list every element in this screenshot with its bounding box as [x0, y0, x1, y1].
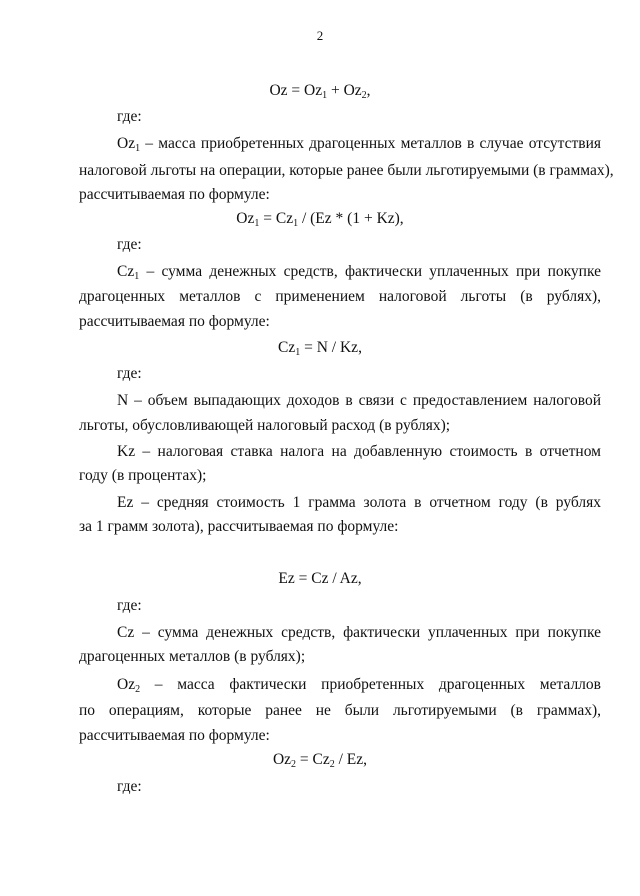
text: – масса фактически приобретенных драгоценных металлов [140, 676, 601, 693]
paragraph-line: драгоценных металлов (в рублях); [79, 648, 306, 665]
subscript: 1 [293, 218, 299, 229]
text: – сумма денежных средств, фактически уплаченных при покупке [139, 263, 601, 280]
paragraph-line: за 1 грамм золота), рассчитываемая по формуле: [79, 518, 399, 535]
paragraph-line: Ez – средняя стоимость 1 грамма золота в отчетном году (в рублях [117, 494, 601, 511]
formula-text: Cz [278, 339, 296, 356]
paragraph-line: налоговой льготы на операции, которые ранее были льготируемыми (в граммах), [79, 162, 614, 179]
subscript: 2 [329, 759, 335, 770]
subscript: 1 [295, 347, 301, 358]
formula-oz1 [0, 210, 640, 228]
formula-text: Oz [236, 210, 255, 227]
where-label: где: [117, 365, 142, 382]
formula-text: = Cz [259, 210, 294, 227]
text: Oz [117, 676, 136, 693]
formula-cz1 [0, 339, 640, 357]
subscript: 1 [134, 271, 140, 282]
paragraph-line: по операциям, которые ранее не были льготируемыми (в граммах), [79, 702, 601, 719]
subscript: 1 [135, 143, 141, 154]
formula-text: = N / Kz, [300, 339, 362, 356]
paragraph-line: драгоценных металлов с применением налоговой льготы (в рублях), [79, 288, 601, 305]
where-label: где: [117, 597, 142, 614]
formula-text: , [366, 82, 371, 99]
paragraph-line [117, 263, 601, 281]
subscript: 1 [254, 218, 260, 229]
where-label: где: [117, 236, 142, 253]
paragraph-line: рассчитываемая по формуле: [79, 313, 270, 330]
paragraph-line: году (в процентах); [79, 467, 207, 484]
formula-text: + Oz [327, 82, 362, 99]
formula-text: Oz [272, 751, 292, 768]
subscript: 2 [291, 759, 297, 770]
paragraph-line [117, 676, 601, 694]
formula-text: Oz = Oz [269, 82, 323, 99]
formula-text: / (Ez * (1 + Kz), [298, 210, 404, 227]
paragraph-line: Cz – сумма денежных средств, фактически уплаченных при покупке [117, 624, 601, 641]
where-label: где: [117, 108, 142, 125]
text: – масса приобретенных драгоценных металлов в случае отсутствия [140, 135, 601, 152]
text: Cz [117, 263, 135, 280]
formula-oz [0, 82, 640, 100]
subscript: 2 [135, 684, 141, 695]
formula-ez: Ez = Cz / Az, [278, 570, 362, 587]
where-label: где: [117, 778, 142, 795]
text: Oz [117, 135, 136, 152]
paragraph-line: Kz – налоговая ставка налога на добавленную стоимость в отчетном [117, 443, 601, 460]
paragraph-line: N – объем выпадающих доходов в связи с предоставлением налоговой [117, 392, 601, 409]
paragraph-line: рассчитываемая по формуле: [79, 727, 270, 744]
formula-oz2 [0, 751, 640, 769]
paragraph-line: рассчитываемая по формуле: [79, 186, 270, 203]
subscript: 2 [361, 90, 367, 101]
paragraph-line [117, 135, 601, 153]
formula-text: = Cz [296, 751, 330, 768]
subscript: 1 [322, 90, 328, 101]
page-number: 2 [316, 28, 324, 43]
paragraph-line: льготы, обусловливающей налоговый расход (в рублях); [79, 417, 451, 434]
formula-text: / Ez, [334, 751, 368, 768]
